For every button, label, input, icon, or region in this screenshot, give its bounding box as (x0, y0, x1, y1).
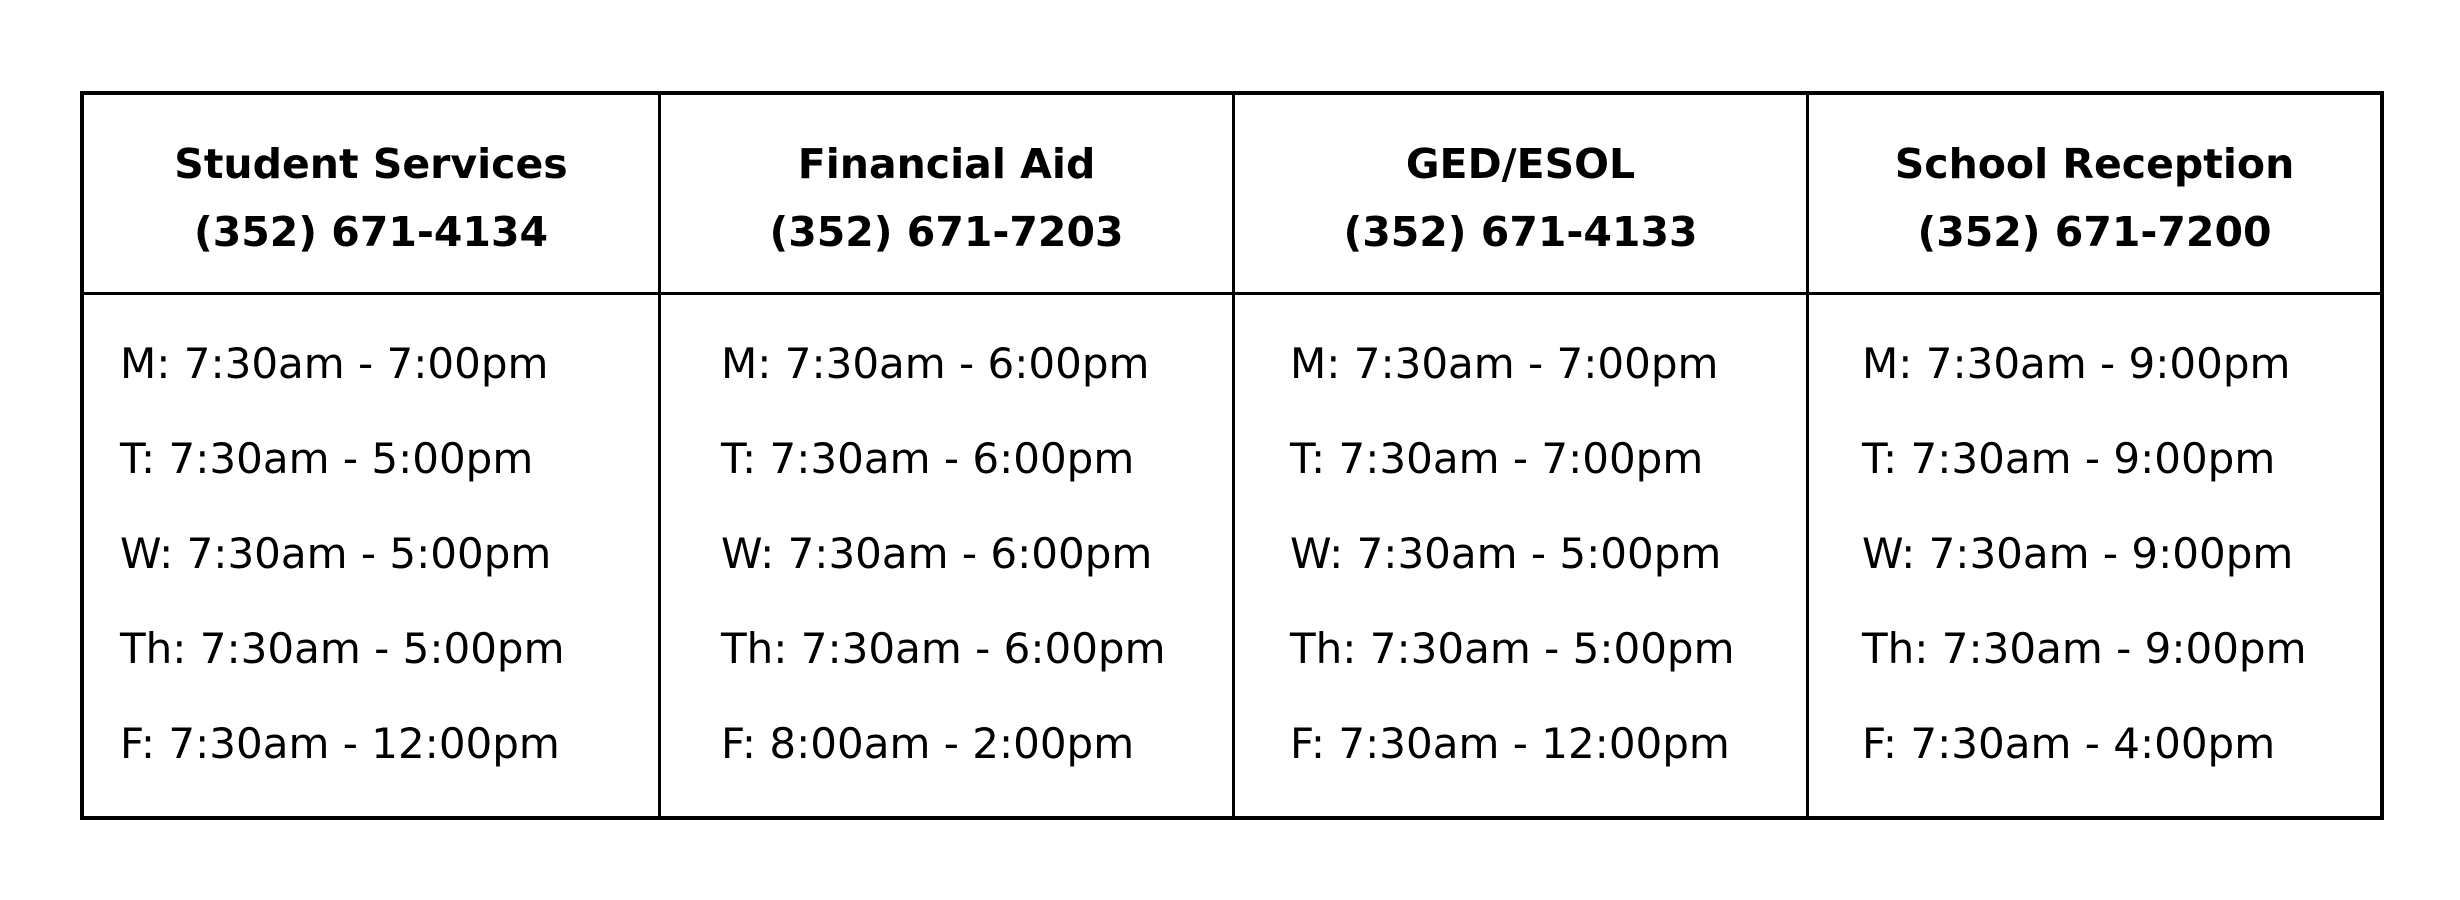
hours-thursday: Th: 7:30am - 5:00pm (1290, 624, 1735, 673)
department-header (1809, 95, 2380, 295)
hours-wednesday: W: 7:30am - 9:00pm (1862, 529, 2294, 578)
department-phone: (352) 671-4134 (193, 207, 549, 256)
hours-list (1235, 295, 1806, 816)
hours-wednesday: W: 7:30am - 6:00pm (721, 529, 1153, 578)
hours-friday: F: 8:00am - 2:00pm (721, 719, 1135, 768)
department-name: GED/ESOL (1405, 139, 1636, 188)
department-column-financial-aid (658, 95, 1232, 816)
department-name: Financial Aid (797, 139, 1096, 188)
hours-monday: M: 7:30am - 9:00pm (1862, 339, 2291, 388)
hours-thursday: Th: 7:30am - 6:00pm (721, 624, 1166, 673)
hours-tuesday: T: 7:30am - 9:00pm (1862, 434, 2276, 483)
department-name: Student Services (174, 139, 568, 188)
department-phone: (352) 671-7200 (1917, 207, 2272, 256)
hours-list (84, 295, 658, 816)
department-column-ged-esol (1232, 95, 1806, 816)
hours-friday: F: 7:30am - 12:00pm (1290, 719, 1730, 768)
department-header (661, 95, 1232, 295)
hours-thursday: Th: 7:30am - 9:00pm (1862, 624, 2307, 673)
hours-thursday: Th: 7:30am - 5:00pm (120, 624, 565, 673)
department-phone: (352) 671-4133 (1343, 207, 1698, 256)
hours-wednesday: W: 7:30am - 5:00pm (120, 529, 552, 578)
hours-monday: M: 7:30am - 6:00pm (721, 339, 1150, 388)
hours-wednesday: W: 7:30am - 5:00pm (1290, 529, 1722, 578)
hours-tuesday: T: 7:30am - 7:00pm (1290, 434, 1704, 483)
hours-monday: M: 7:30am - 7:00pm (120, 339, 549, 388)
hours-tuesday: T: 7:30am - 6:00pm (721, 434, 1135, 483)
department-header (1235, 95, 1806, 295)
hours-tuesday: T: 7:30am - 5:00pm (120, 434, 534, 483)
department-name: School Reception (1894, 139, 2295, 188)
hours-list (661, 295, 1232, 816)
department-column-student-services (84, 95, 658, 816)
hours-friday: F: 7:30am - 4:00pm (1862, 719, 2276, 768)
department-phone: (352) 671-7203 (769, 207, 1124, 256)
hours-list (1809, 295, 2380, 816)
department-header (84, 95, 658, 295)
hours-friday: F: 7:30am - 12:00pm (120, 719, 560, 768)
hours-monday: M: 7:30am - 7:00pm (1290, 339, 1719, 388)
office-hours-table (80, 91, 2384, 820)
department-column-school-reception (1806, 95, 2380, 816)
